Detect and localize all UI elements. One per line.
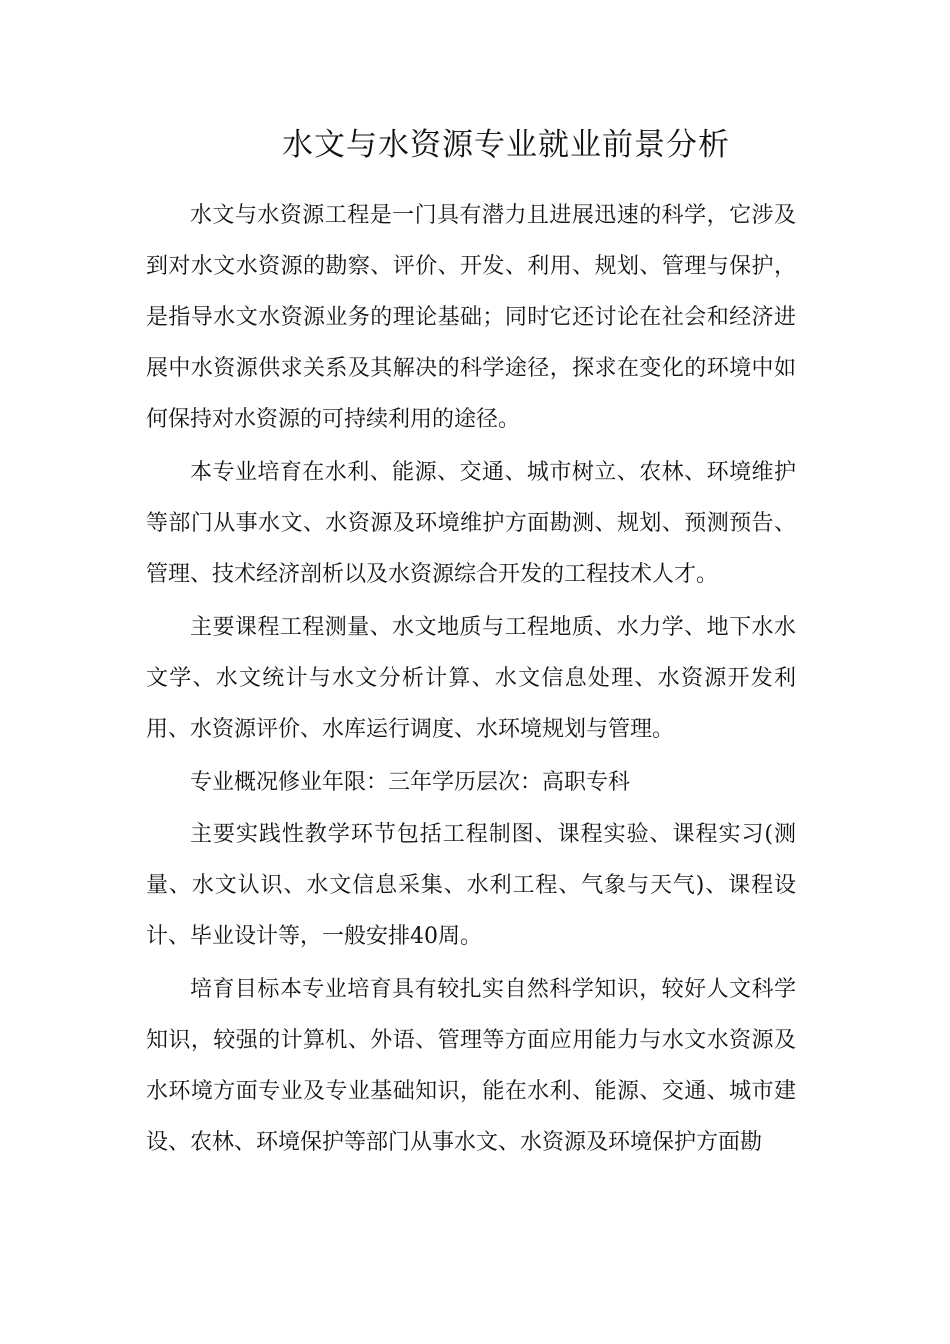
paragraph-courses: 主要课程工程测量、水文地质与工程地质、水力学、地下水水文学、水文统计与水文分析计算、水文信息处理、水资源开发利用、水资源评价、水库运行调度、水环境规划与管理。 xyxy=(146,615,796,742)
document-body xyxy=(146,190,796,1170)
paragraph-overview: 专业概况修业年限：三年学历层次：高职专科 xyxy=(190,770,631,795)
document-title: 水文与水资源专业就业前景分析 xyxy=(282,127,730,163)
paragraph-intro: 水文与水资源工程是一门具有潜力且进展迅速的科学，它涉及到对水文水资源的勘察、评价、开发、利用、规划、管理与保护，是指导水文水资源业务的理论基础；同时它还讨论在社会和经济进展中水资源供求关系及其解决的科学途径，探求在变化的环境中如何保持对水资源的可持续利用的途径。 xyxy=(146,203,796,432)
paragraph-training: 本专业培育在水利、能源、交通、城市树立、农林、环境维护等部门从事水文、水资源及环境维护方面勘测、规划、预测预告、管理、技术经济剖析以及水资源综合开发的工程技术人才。 xyxy=(146,460,796,587)
paragraph-goals: 培育目标本专业培育具有较扎实自然科学知识，较好人文科学知识，较强的计算机、外语、管理等方面应用能力与水文水资源及水环境方面专业及专业基础知识，能在水利、能源、交通、城市建设、农林、环境保护等部门从事水文、水资源及环境保护方面勘 xyxy=(146,977,796,1155)
paragraph-practice: 主要实践性教学环节包括工程制图、课程实验、课程实习(测量、水文认识、水文信息采集、水利工程、气象与天气)、课程设计、毕业设计等，一般安排40周。 xyxy=(146,822,796,949)
